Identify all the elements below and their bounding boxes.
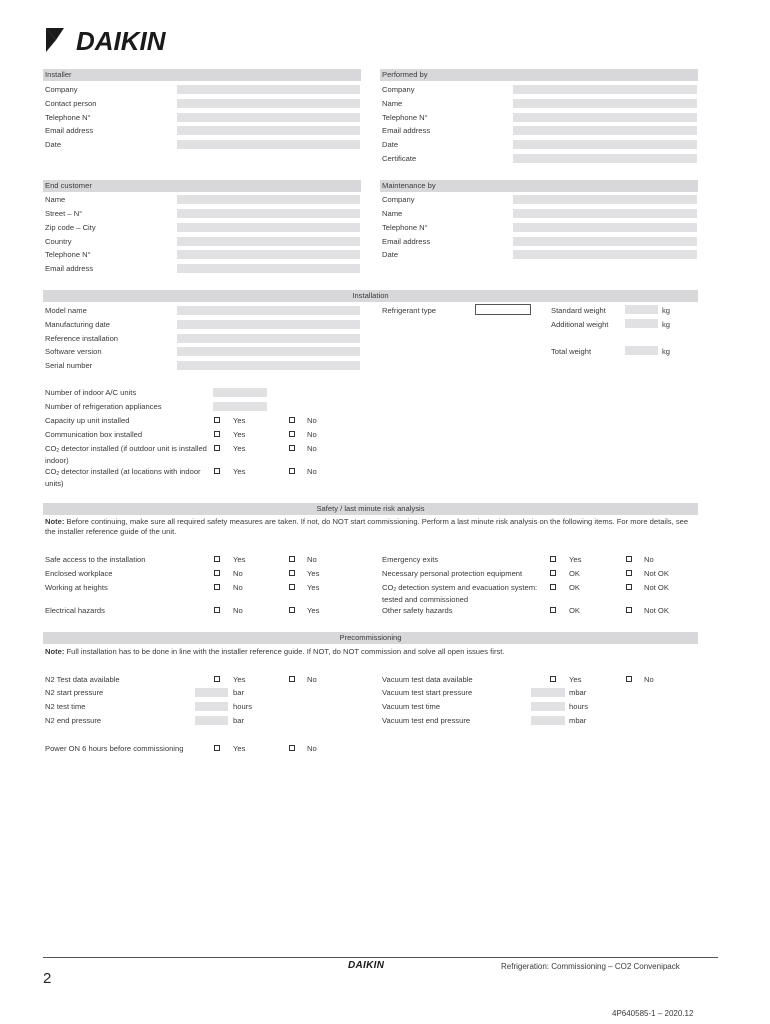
comm-box-yes-checkbox[interactable] — [214, 431, 220, 437]
performed-date-field[interactable] — [513, 140, 697, 149]
software-version-label: Software version — [45, 347, 102, 356]
precommissioning-note: Note: Full installation has to be done in line with the installer reference guide. If NOT, do NOT commission and solve all open issues first. — [45, 647, 505, 656]
co2-locations-no-checkbox[interactable] — [289, 468, 295, 474]
n2-end-unit: bar — [233, 716, 244, 725]
n2-start-unit: bar — [233, 688, 244, 697]
standard-weight-field[interactable] — [625, 305, 658, 314]
total-weight-unit: kg — [662, 347, 671, 356]
installer-telephone-label: Telephone N° — [45, 113, 91, 122]
vacuum-time-field[interactable] — [531, 702, 565, 711]
vacuum-start-field[interactable] — [531, 688, 565, 697]
model-name-label: Model name — [45, 306, 87, 315]
co2-locations-label: $CO_2$ detector installed (at locations with indoor units) — [45, 467, 201, 488]
vacuum-test-yes-label: Yes — [569, 675, 582, 684]
footer-divider — [43, 957, 718, 958]
safe-access-opt2-label: No — [307, 555, 317, 564]
n2-test-no-checkbox[interactable] — [289, 676, 295, 682]
customer-telephone-field[interactable] — [177, 250, 360, 259]
manufacturing-date-label: Manufacturing date — [45, 320, 111, 329]
electrical-hazards-opt2-checkbox[interactable] — [289, 607, 295, 613]
vacuum-time-unit: hours — [569, 702, 588, 711]
software-version-field[interactable] — [177, 347, 360, 356]
co2-detection-not-ok-label: Not OK — [644, 583, 669, 592]
co2-detection-ok-label: OK — [569, 583, 580, 592]
co2-detection-not-ok-checkbox[interactable] — [626, 584, 632, 590]
customer-street-label: Street – N° — [45, 209, 83, 218]
n2-end-field[interactable] — [195, 716, 228, 725]
ppe-ok-checkbox[interactable] — [550, 570, 556, 576]
customer-email-field[interactable] — [177, 264, 360, 273]
installer-header: Installer — [43, 69, 361, 81]
co2-detection-label: $CO_2$ detection system and evacuation system: tested and commissioned — [382, 583, 538, 604]
maintenance-telephone-label: Telephone N° — [382, 223, 428, 232]
maintenance-company-label: Company — [382, 195, 415, 204]
logo-text: DAIKIN — [76, 26, 166, 56]
ppe-not-ok-label: Not OK — [644, 569, 669, 578]
performed-company-field[interactable] — [513, 85, 697, 94]
capacity-up-label: Capacity up unit installed — [45, 416, 130, 425]
performed-name-label: Name — [382, 99, 403, 108]
installer-email-field[interactable] — [177, 126, 360, 135]
maintenance-date-field[interactable] — [513, 250, 697, 259]
customer-zip-label: Zip code – City — [45, 223, 96, 232]
footer-title: Refrigeration: Commissioning – CO2 Convenipack — [501, 962, 680, 971]
installer-company-label: Company — [45, 85, 78, 94]
working-heights-opt2-label: Yes — [307, 583, 320, 592]
ppe-ok-label: OK — [569, 569, 580, 578]
vacuum-end-unit: mbar — [569, 716, 587, 725]
enclosed-workplace-opt2-label: Yes — [307, 569, 320, 578]
customer-email-label: Email address — [45, 264, 94, 273]
vacuum-end-field[interactable] — [531, 716, 565, 725]
performed-company-label: Company — [382, 85, 415, 94]
other-hazards-not-ok-checkbox[interactable] — [626, 607, 632, 613]
co2-locations-no-label: No — [307, 467, 317, 476]
capacity-up-no-label: No — [307, 416, 317, 425]
performed-email-field[interactable] — [513, 126, 697, 135]
electrical-hazards-opt1-label: No — [233, 606, 243, 615]
performed-telephone-field[interactable] — [513, 113, 697, 122]
comm-box-yes-label: Yes — [233, 430, 246, 439]
performed-name-field[interactable] — [513, 99, 697, 108]
working-heights-opt1-checkbox[interactable] — [214, 584, 220, 590]
electrical-hazards-opt1-checkbox[interactable] — [214, 607, 220, 613]
precommissioning-header: Precommissioning — [43, 632, 698, 644]
emergency-exits-yes-checkbox[interactable] — [550, 556, 556, 562]
ppe-label: Necessary personal protection equipment — [382, 569, 523, 578]
maintenance-by-header: Maintenance by — [380, 180, 698, 192]
n2-test-no-label: No — [307, 675, 317, 684]
vacuum-start-unit: mbar — [569, 688, 587, 697]
maintenance-name-label: Name — [382, 209, 403, 218]
additional-weight-field[interactable] — [625, 319, 658, 328]
end-customer-header: End customer — [43, 180, 361, 192]
vacuum-start-label: Vacuum test start pressure — [382, 688, 473, 697]
document-code: 4P640585-1 – 2020.12 — [612, 1009, 694, 1018]
other-hazards-ok-checkbox[interactable] — [550, 607, 556, 613]
co2-outdoor-no-checkbox[interactable] — [289, 445, 295, 451]
model-name-field[interactable] — [177, 306, 360, 315]
ppe-not-ok-checkbox[interactable] — [626, 570, 632, 576]
enclosed-workplace-label: Enclosed workplace — [45, 569, 113, 578]
maintenance-date-label: Date — [382, 250, 399, 259]
maintenance-email-label: Email address — [382, 237, 431, 246]
additional-weight-unit: kg — [662, 320, 671, 329]
safety-header: Safety / last minute risk analysis — [43, 503, 698, 515]
reference-installation-field[interactable] — [177, 334, 360, 343]
customer-street-field[interactable] — [177, 209, 360, 218]
emergency-exits-no-checkbox[interactable] — [626, 556, 632, 562]
refrigerant-type-field[interactable] — [475, 304, 531, 315]
power-on-yes-checkbox[interactable] — [214, 745, 220, 751]
daikin-logo — [42, 22, 222, 58]
n2-time-label: N2 test time — [45, 702, 86, 711]
customer-name-label: Name — [45, 195, 66, 204]
installer-date-field[interactable] — [177, 140, 360, 149]
emergency-exits-no-label: No — [644, 555, 654, 564]
power-on-label: Power ON 6 hours before commissioning — [45, 744, 184, 753]
n2-end-label: N2 end pressure — [45, 716, 102, 725]
refrigerant-type-label: Refrigerant type — [382, 306, 437, 315]
vacuum-test-label: Vacuum test data available — [382, 675, 473, 684]
n2-time-unit: hours — [233, 702, 252, 711]
power-on-yes-label: Yes — [233, 744, 246, 753]
installer-company-field[interactable] — [177, 85, 360, 94]
installer-contact-field[interactable] — [177, 99, 360, 108]
manufacturing-date-field[interactable] — [177, 320, 360, 329]
safe-access-opt1-checkbox[interactable] — [214, 556, 220, 562]
additional-weight-label: Additional weight — [551, 320, 609, 329]
other-hazards-ok-label: OK — [569, 606, 580, 615]
page-number: 2 — [43, 970, 52, 987]
performed-telephone-label: Telephone N° — [382, 113, 428, 122]
co2-outdoor-label: $CO_2$ detector installed (if outdoor unit is installed indoor) — [45, 444, 207, 465]
co2-locations-yes-checkbox[interactable] — [214, 468, 220, 474]
total-weight-label: Total weight — [551, 347, 592, 356]
maintenance-name-field[interactable] — [513, 209, 697, 218]
capacity-up-no-checkbox[interactable] — [289, 417, 295, 423]
comm-box-label: Communication box installed — [45, 430, 143, 439]
installer-date-label: Date — [45, 140, 62, 149]
number-indoor-field[interactable] — [213, 388, 267, 397]
other-hazards-not-ok-label: Not OK — [644, 606, 669, 615]
n2-test-yes-checkbox[interactable] — [214, 676, 220, 682]
installer-email-label: Email address — [45, 126, 94, 135]
installer-telephone-field[interactable] — [177, 113, 360, 122]
vacuum-time-label: Vacuum test time — [382, 702, 441, 711]
n2-test-label: N2 Test data available — [45, 675, 120, 684]
comm-box-no-label: No — [307, 430, 317, 439]
standard-weight-label: Standard weight — [551, 306, 606, 315]
footer-logo: DAIKIN — [348, 960, 385, 971]
performed-email-label: Email address — [382, 126, 431, 135]
safe-access-opt2-checkbox[interactable] — [289, 556, 295, 562]
performed-date-label: Date — [382, 140, 399, 149]
n2-start-field[interactable] — [195, 688, 228, 697]
maintenance-telephone-field[interactable] — [513, 223, 697, 232]
maintenance-email-field[interactable] — [513, 237, 697, 246]
performed-certificate-field[interactable] — [513, 154, 697, 163]
capacity-up-yes-checkbox[interactable] — [214, 417, 220, 423]
installer-contact-label: Contact person — [45, 99, 97, 108]
customer-country-label: Country — [45, 237, 72, 246]
electrical-hazards-label: Electrical hazards — [45, 606, 105, 615]
customer-zip-field[interactable] — [177, 223, 360, 232]
co2-detection-ok-checkbox[interactable] — [550, 584, 556, 590]
enclosed-workplace-opt1-checkbox[interactable] — [214, 570, 220, 576]
co2-locations-yes-label: Yes — [233, 467, 246, 476]
number-refrigeration-field[interactable] — [213, 402, 267, 411]
safe-access-opt1-label: Yes — [233, 555, 246, 564]
customer-country-field[interactable] — [177, 237, 360, 246]
vacuum-test-no-checkbox[interactable] — [626, 676, 632, 682]
co2-outdoor-yes-label: Yes — [233, 444, 246, 453]
working-heights-opt1-label: No — [233, 583, 243, 592]
co2-outdoor-no-label: No — [307, 444, 317, 453]
n2-start-label: N2 start pressure — [45, 688, 104, 697]
standard-weight-unit: kg — [662, 306, 671, 315]
vacuum-test-no-label: No — [644, 675, 654, 684]
total-weight-field[interactable] — [625, 346, 658, 355]
n2-test-yes-label: Yes — [233, 675, 246, 684]
serial-number-field[interactable] — [177, 361, 360, 370]
customer-telephone-label: Telephone N° — [45, 250, 91, 259]
working-heights-opt2-checkbox[interactable] — [289, 584, 295, 590]
vacuum-end-label: Vacuum test end pressure — [382, 716, 471, 725]
maintenance-company-field[interactable] — [513, 195, 697, 204]
vacuum-test-yes-checkbox[interactable] — [550, 676, 556, 682]
performed-certificate-label: Certificate — [382, 154, 417, 163]
other-hazards-label: Other safety hazards — [382, 606, 453, 615]
enclosed-workplace-opt2-checkbox[interactable] — [289, 570, 295, 576]
comm-box-no-checkbox[interactable] — [289, 431, 295, 437]
performed-by-header: Performed by — [380, 69, 698, 81]
number-indoor-label: Number of indoor A/C units — [45, 388, 137, 397]
installation-header: Installation — [43, 290, 698, 302]
power-on-no-label: No — [307, 744, 317, 753]
safe-access-label: Safe access to the installation — [45, 555, 146, 564]
power-on-no-checkbox[interactable] — [289, 745, 295, 751]
enclosed-workplace-opt1-label: No — [233, 569, 243, 578]
capacity-up-yes-label: Yes — [233, 416, 246, 425]
electrical-hazards-opt2-label: Yes — [307, 606, 320, 615]
emergency-exits-yes-label: Yes — [569, 555, 582, 564]
working-heights-label: Working at heights — [45, 583, 108, 592]
number-refrigeration-label: Number of refrigeration appliances — [45, 402, 162, 411]
n2-time-field[interactable] — [195, 702, 228, 711]
customer-name-field[interactable] — [177, 195, 360, 204]
serial-number-label: Serial number — [45, 361, 93, 370]
safety-note: Note: Before continuing, make sure all required safety measures are taken. If not, do NOT start commissioning. Perform a last minute risk analysis on the following items. For more details, see the installer reference guide of the unit. — [45, 517, 689, 536]
co2-outdoor-yes-checkbox[interactable] — [214, 445, 220, 451]
emergency-exits-label: Emergency exits — [382, 555, 439, 564]
reference-installation-label: Reference installation — [45, 334, 119, 343]
